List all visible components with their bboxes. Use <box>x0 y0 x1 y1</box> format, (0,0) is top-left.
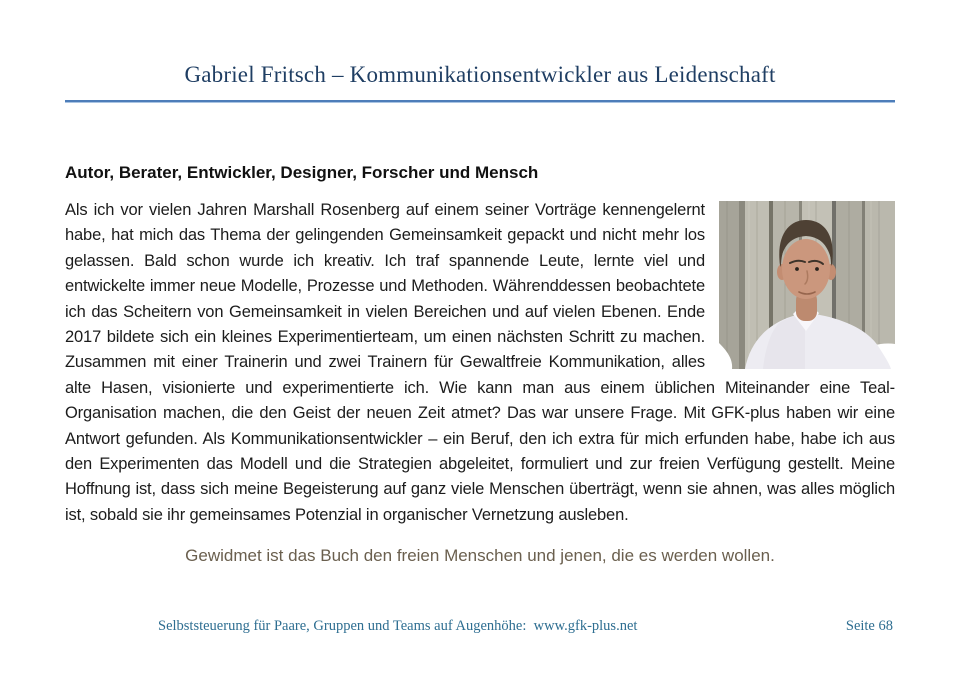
footer-website-link[interactable]: www.gfk-plus.net <box>533 618 638 634</box>
footer-tagline-text: Selbststeuerung für Paare, Gruppen und Teams auf Augenhöhe: <box>158 618 527 634</box>
portrait-photo <box>719 201 895 369</box>
title-divider <box>65 100 895 103</box>
page-number: Seite 68 <box>845 618 893 634</box>
page-title: Gabriel Fritsch – Kommunikationsentwickler aus Leidenschaft <box>184 62 776 87</box>
page-header <box>65 60 895 103</box>
page-footer <box>65 616 895 640</box>
portrait-photo-art <box>719 201 895 369</box>
main-content <box>65 162 895 568</box>
body-paragraph: Als ich vor vielen Jahren Marshall Rosenberg auf einem seiner Vorträge kennengelernt habe, hat mich das Thema der gelingenden Gemeinsamkeit gepackt und nicht mehr los gelassen. Bald schon wurde ich kreativ. Ich traf spannende Leute, lernte viel und entwickelte immer neue Modelle, Prozesse und Methoden. Währenddessen beobachtete ich das Scheitern von Gemeinsamkeit in vielen Bereichen und auf vielen Ebenen. Ende 2017 bildete sich ein kleines Experimentierteam, um einen nächsten Schritt zu machen. Zusammen mit einer Trainerin und zwei Trainern für Gewaltfreie Kommunikation, alles alte Hasen, visionierte und experimentierte ich. Wie kann man aus einem üblichen Miteinander eine Teal-Organisation machen, die den Geist der neuen Zeit atmet? Das war unsere Frage. Mit GFK-plus haben wir eine Antwort gefunden. Als Kommunikationsentwickler – ein Beruf, den ich extra für mich erfunden habe, habe ich aus den Experimenten das Modell und die Strategien abgeleitet, formuliert und zur freien Verfügung gestellt. Meine Hoffnung ist, dass sich meine Begeisterung auf ganz viele Menschen überträgt, wenn sie ahnen, was alles möglich ist, sobald sie ihr gemeinsames Potenzial in organischer Vernetzung ausleben. <box>65 201 895 524</box>
footer-tagline <box>158 616 637 636</box>
dedication-line: Gewidmet ist das Buch den freien Menschen und jenen, die es werden wollen. <box>185 546 775 566</box>
body-block <box>65 198 895 528</box>
subtitle: Autor, Berater, Entwickler, Designer, Forscher und Mensch <box>65 163 539 182</box>
